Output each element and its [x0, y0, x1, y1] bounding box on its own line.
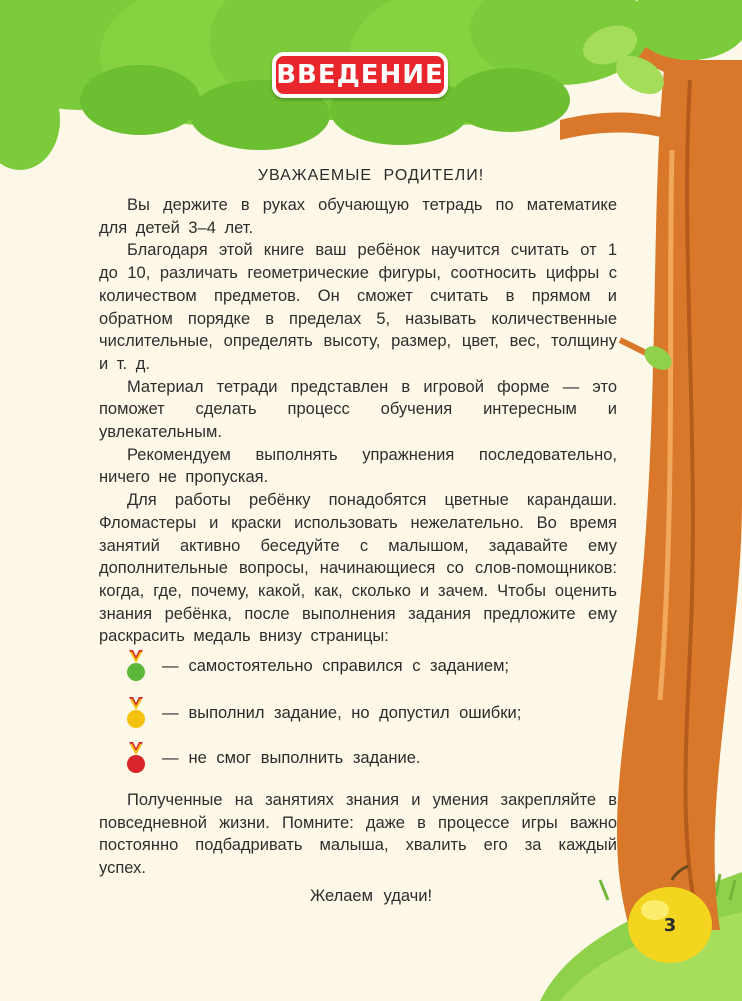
legend-dash: — — [162, 703, 179, 722]
paragraph: Благодаря этой книге ваш ребёнок научится считать от 1 до 10, различать геометрические фигуры, соотносить цифры с количеством предметов. Он сможет считать в прямом и обратном порядке в пределах 5, называть количественные числительные, определять высоту, размер, цвет, вес, толщину и т. д. — [99, 241, 617, 373]
legend-dash: — — [162, 656, 179, 675]
legend-text: не смог выполнить задание. — [188, 748, 421, 767]
legend-text: выполнил задание, но допустил ошибки; — [188, 703, 522, 722]
page-title: ВВЕДЕНИЕ — [276, 60, 444, 90]
legend-item-yellow — [124, 698, 521, 728]
legend-dash: — — [162, 748, 179, 767]
paragraph: Для работы ребёнку понадобятся цветные карандаши. Фломастеры и краски использовать нежелательно. Во время занятий активно беседуйте с малышом, задавайте ему дополнительные вопросы, начинающиеся со слов-помощников: когда, где, почему, какой, как, сколько и зачем. Чтобы оценить знания ребёнка, после выполнения задания предложите ему раскрасить медаль внизу страницы: — [99, 491, 617, 646]
paragraph: Материал тетради представлен в игровой форме — это поможет сделать процесс обучения интересным и увлекательным. — [99, 377, 617, 442]
page-number: 3 — [663, 915, 677, 936]
legend-item-red — [124, 743, 420, 773]
greeting-heading: УВАЖАЕМЫЕ РОДИТЕЛИ! — [257, 167, 485, 184]
paragraph: Полученные на занятиях знания и умения закрепляйте в повседневной жизни. Помните: даже в процессе игры важно постоянно подбадривать малыша, хвалить его за каждый успех. — [99, 791, 617, 878]
closing-wish: Желаем удачи! — [309, 887, 433, 905]
legend-text: самостоятельно справился с заданием; — [188, 656, 510, 675]
paragraph: Рекомендуем выполнять упражнения последовательно, ничего не пропуская. — [99, 445, 617, 487]
intro-text — [99, 194, 617, 648]
yellow-medal-icon — [124, 697, 148, 729]
page-title-badge — [272, 52, 448, 98]
green-medal-icon — [124, 650, 148, 682]
legend-item-green — [124, 651, 509, 681]
red-medal-icon — [124, 742, 148, 774]
closing-paragraph — [99, 789, 617, 880]
paragraph: Вы держите в руках обучающую тетрадь по математике для детей 3–4 лет. — [99, 196, 617, 237]
